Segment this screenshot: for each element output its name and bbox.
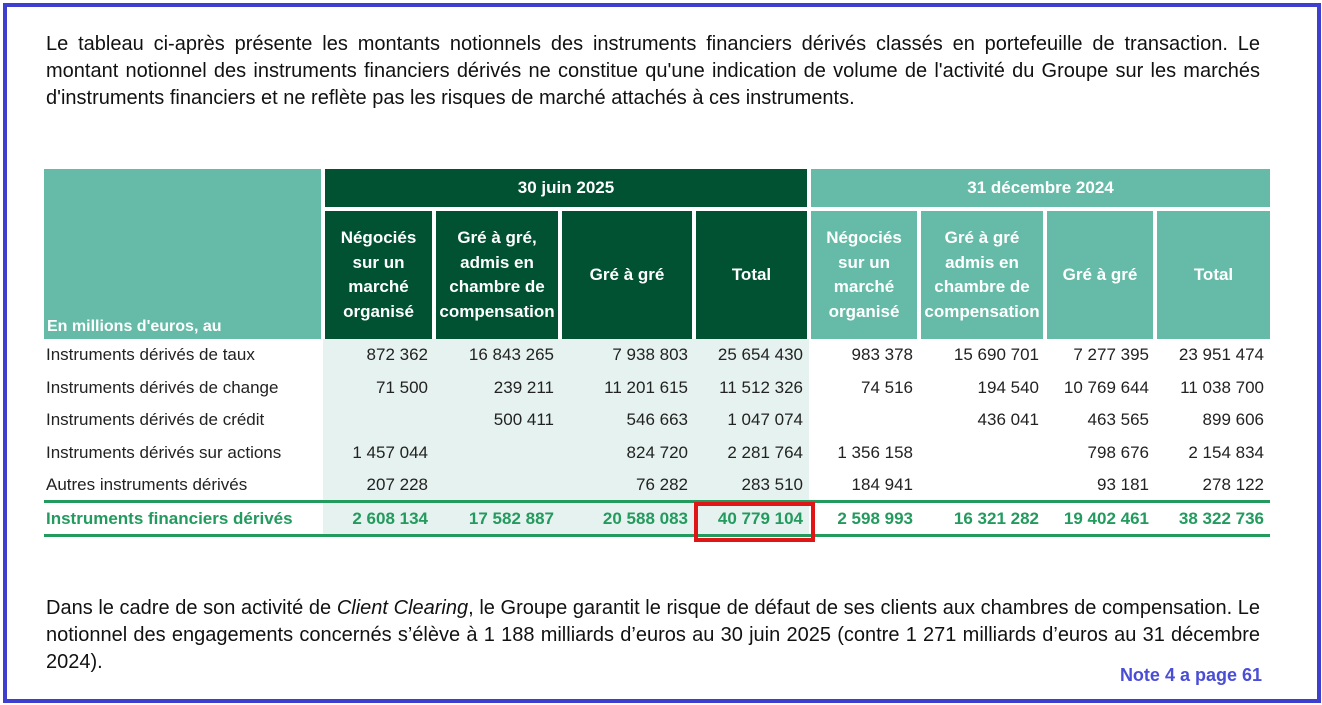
total-cell: 38 322 736: [1155, 502, 1270, 536]
table-cell: 1 047 074: [694, 404, 809, 437]
table-cell: 2 281 764: [694, 437, 809, 470]
row-label: Instruments dérivés de taux: [46, 345, 255, 365]
total-cell: 20 588 083: [560, 502, 694, 536]
col-header-organise-2025: Négociés sur un marché organisé: [323, 209, 434, 339]
col-header-gre-2024: Gré à gré: [1045, 209, 1155, 339]
table-cell: 71 500: [323, 372, 434, 405]
table-cell: 16 843 265: [434, 339, 560, 372]
row-label: Instruments dérivés sur actions: [46, 442, 282, 462]
table-cell: [919, 437, 1045, 470]
table-cell: 500 411: [434, 404, 560, 437]
table-cell: [809, 404, 919, 437]
table-cell: 463 565: [1087, 410, 1149, 430]
derivatives-table: [44, 169, 1270, 537]
table-cell: 93 181: [1097, 474, 1149, 494]
total-cell: 16 321 282: [919, 502, 1045, 536]
total-cell-highlighted: 40 779 104: [694, 502, 809, 536]
outro-emphasis: Client Clearing: [336, 597, 469, 619]
table-cell: 983 378: [851, 345, 913, 365]
table-cell: 7 277 395: [1073, 345, 1149, 365]
table-row: [44, 437, 1270, 470]
table-cell: 798 676: [1087, 442, 1149, 462]
table-cell: 15 690 701: [953, 345, 1039, 365]
total-cell: 17 582 887: [434, 502, 560, 536]
table-cell: 899 606: [1202, 410, 1264, 430]
table-cell: 207 228: [323, 469, 434, 502]
table-row: [44, 339, 1270, 372]
table-cell: 11 512 326: [694, 372, 809, 405]
col-header-organise-2024: Négociés sur un marché organisé: [809, 209, 919, 339]
col-header-total-2025: Total: [694, 209, 809, 339]
col-header-gre-2025: Gré à gré: [560, 209, 694, 339]
table-cell: 23 951 474: [1178, 345, 1264, 365]
total-row-label: Instruments financiers dérivés: [44, 502, 323, 536]
table-cell: 283 510: [694, 469, 809, 502]
table-cell: [323, 404, 434, 437]
table-row: [44, 469, 1270, 502]
row-label: Autres instruments dérivés: [46, 474, 248, 494]
total-cell: 2 598 993: [809, 502, 919, 536]
table-cell: 11 201 615: [560, 372, 694, 405]
table-cell: [434, 469, 560, 502]
table-cell: 546 663: [560, 404, 694, 437]
table-cell: 10 769 644: [1063, 377, 1149, 397]
col-header-compensation-2025: Gré à gré, admis en chambre de compensation: [434, 209, 560, 339]
highlight-box: [694, 502, 815, 542]
total-cell: 2 608 134: [323, 502, 434, 536]
table-cell: 11 038 700: [1180, 377, 1264, 397]
table-cell: 74 516: [861, 377, 913, 397]
period-header-2025: 30 juin 2025: [323, 169, 809, 209]
table-cell: 1 356 158: [837, 442, 913, 462]
table-cell: 872 362: [323, 339, 434, 372]
outro-text-start: Dans le cadre de son activité de: [46, 597, 337, 619]
outro-paragraph: [46, 595, 1260, 676]
table-cell: [434, 437, 560, 470]
outro-text-end: , le Groupe garantit le risque de défaut de ses clients aux chambres de compensation. Le notionnel des engagements concernés s’élève à 1 188 milliards d’euros au 30 juin 2025 (contre 1 271 milliards d’euros au 31 décembre 2024).: [46, 597, 1261, 673]
intro-paragraph: Le tableau ci-après présente les montants notionnels des instruments financiers dérivés classés en portefeuille de transaction. Le montant notionnel des instruments financiers dérivés ne constitue qu'une indication de volume de l'activité du Groupe sur les marchés d'instruments financiers et ne reflète pas les risques de marché attachés à ces instruments.: [46, 33, 1260, 109]
col-header-compensation-2024: Gré à gré admis en chambre de compensation: [919, 209, 1045, 339]
page-note: Note 4 a page 61: [1119, 665, 1262, 685]
table-cell: 76 282: [560, 469, 694, 502]
col-header-total-2024: Total: [1155, 209, 1270, 339]
row-label: Instruments dérivés de crédit: [46, 410, 265, 430]
table-cell: 1 457 044: [323, 437, 434, 470]
table-cell: 194 540: [977, 377, 1039, 397]
total-cell: 19 402 461: [1045, 502, 1155, 536]
table-row: [44, 404, 1270, 437]
row-label: Instruments dérivés de change: [46, 377, 279, 397]
table-cell: 2 154 834: [1188, 442, 1264, 462]
table-cell: 278 122: [1202, 474, 1264, 494]
table-row: [44, 372, 1270, 405]
table-cell: 184 941: [851, 474, 913, 494]
table-cell: [919, 469, 1045, 502]
table-cell: 25 654 430: [694, 339, 809, 372]
row-header-label: En millions d'euros, au: [44, 169, 323, 339]
table-cell: 436 041: [977, 410, 1039, 430]
table-cell: 824 720: [560, 437, 694, 470]
table-cell: 239 211: [434, 372, 560, 405]
table-cell: 7 938 803: [560, 339, 694, 372]
total-row: [44, 502, 1270, 536]
period-header-2024: 31 décembre 2024: [809, 169, 1270, 209]
